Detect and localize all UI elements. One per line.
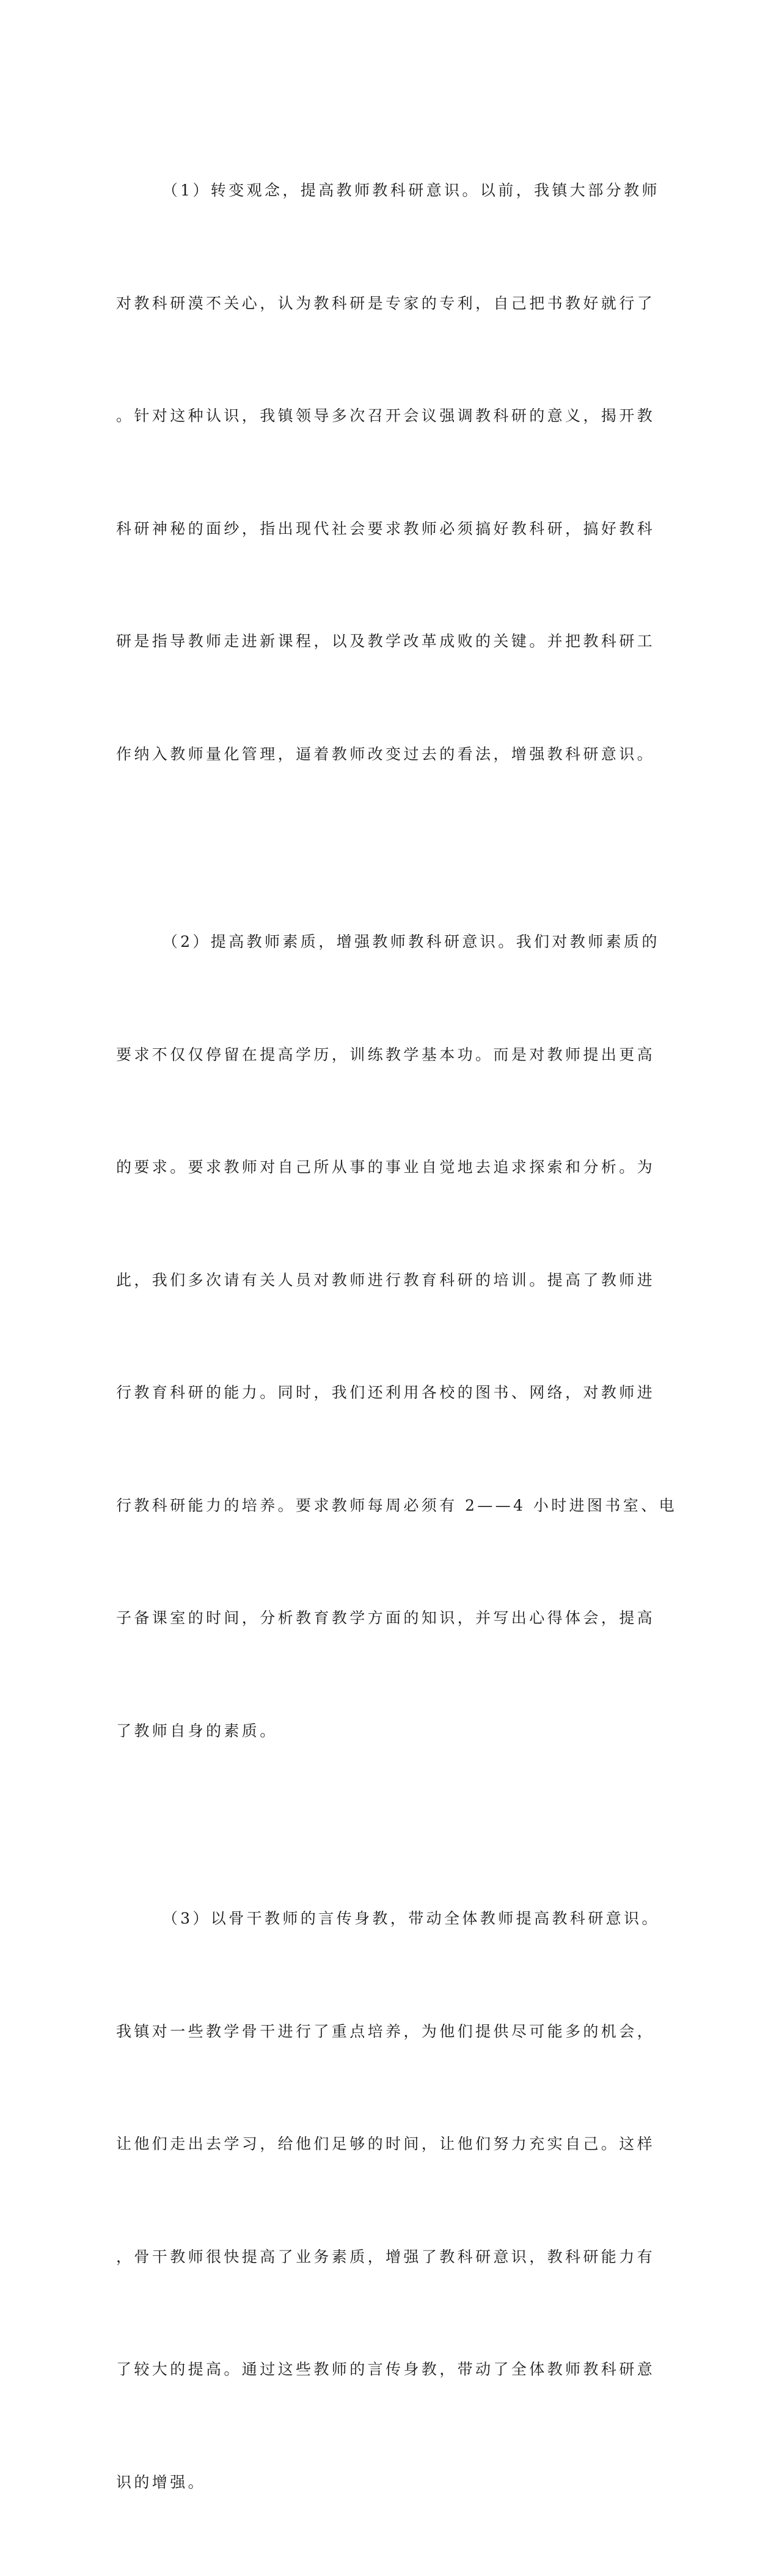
text-line: （2）提高教师素质，增强教师教科研意识。我们对教师素质的 xyxy=(116,933,660,950)
text-line: 了教师自身的素质。 xyxy=(116,1721,278,1740)
text-line: （1）转变观念，提高教师教科研意识。以前，我镇大部分教师 xyxy=(116,181,660,199)
text-line: 行教科研能力的培养。要求教师每周必须有 2——4 小时进图书室、电 xyxy=(116,1496,677,1514)
document-body xyxy=(116,97,677,2576)
text-line: 此，我们多次请有关人员对教师进行教育科研的培训。提高了教师进 xyxy=(116,1271,656,1289)
text-line: 要求不仅仅停留在提高学历，训练教学基本功。而是对教师提出更高 xyxy=(116,1045,656,1064)
text-line: 我镇对一些教学骨干进行了重点培养，为他们提供尽可能多的机会， xyxy=(116,2022,656,2040)
text-line: ，骨干教师很快提高了业务素质，增强了教科研意识，教科研能力有 xyxy=(116,2247,656,2266)
text-line: 。针对这种认识，我镇领导多次召开会议强调教科研的意义，揭开教 xyxy=(116,407,656,425)
text-line: （3）以骨干教师的言传身教，带动全体教师提高教科研意识。 xyxy=(116,1910,660,1927)
paragraph-2 xyxy=(116,848,677,1825)
text-line: 对教科研漠不关心，认为教科研是专家的专利，自己把书教好就行了 xyxy=(116,294,656,312)
paragraph-1 xyxy=(116,97,660,848)
text-line: 作纳入教师量化管理，逼着教师改变过去的看法，增强教科研意识。 xyxy=(116,745,656,763)
text-line: 科研神秘的面纱，指出现代社会要求教师必须搞好教科研，搞好教科 xyxy=(116,519,656,538)
text-line: 研是指导教师走进新课程，以及教学改革成败的关键。并把教科研工 xyxy=(116,632,656,650)
text-line: 的要求。要求教师对自己所从事的事业自觉地去追求探索和分析。为 xyxy=(116,1158,656,1176)
text-line: 识的增强。 xyxy=(116,2473,207,2491)
paragraph-3 xyxy=(116,1825,660,2576)
text-line: 子备课室的时间，分析教育教学方面的知识，并写出心得体会，提高 xyxy=(116,1609,656,1627)
text-line: 了较大的提高。通过这些教师的言传身教，带动了全体教师教科研意 xyxy=(116,2360,656,2378)
text-line: 行教育科研的能力。同时，我们还利用各校的图书、网络，对教师进 xyxy=(116,1384,656,1401)
text-line: 让他们走出去学习，给他们足够的时间，让他们努力充实自己。这样 xyxy=(116,2135,656,2153)
